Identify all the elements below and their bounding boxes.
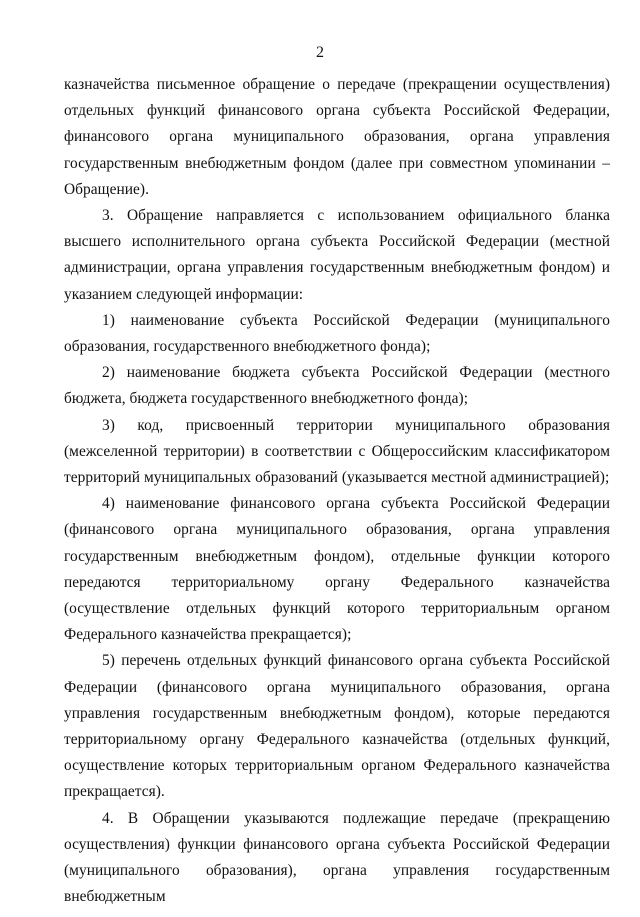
paragraph-item-3: 3. Обращение направляется с использованием официального бланка высшего исполнительного органа субъекта Российской Федерации (местной администрации, органа управления государственным внебюджетным фондом) и указанием следующей информации:: [64, 207, 610, 303]
document-body: [64, 72, 610, 911]
paragraph-item-4: 4. В Обращении указываются подлежащие передаче (прекращению осуществления) функции финансового органа субъекта Российской Федерации (муниципального образования), органа управления государственным внебюджетным: [64, 809, 610, 906]
paragraph-continuation: казначейства письменное обращение о передаче (прекращении осуществления) отдельных функций финансового органа субъекта Российской Федерации, финансового органа муниципального образования, органа управления государственным внебюджетным фондом (далее при совместном упоминании – Обращение).: [64, 76, 610, 198]
list-item-1: 1) наименование субъекта Российской Федерации (муниципального образования, государственного внебюджетного фонда);: [64, 311, 610, 356]
list-item-4: 4) наименование финансового органа субъекта Российской Федерации (финансового органа муниципального образования, органа управления государственным внебюджетным фондом), отдельные функции которого передаются территориальному органу Федерального казначейства (осуществление отдельных функций которого территориальным органом Федерального казначейства прекращается);: [64, 495, 610, 644]
page-number: 2: [316, 44, 324, 61]
list-item-2: 2) наименование бюджета субъекта Российской Федерации (местного бюджета, бюджета государственного внебюджетного фонда);: [64, 364, 610, 408]
list-item-5: 5) перечень отдельных функций финансового органа субъекта Российской Федерации (финансового органа муниципального образования, органа управления государственным внебюджетным фондом), которые передаются территориальному органу Федерального казначейства (отдельных функций, осуществление которых территориальным органом Федерального казначейства прекращается).: [64, 652, 610, 801]
list-item-3: 3) код, присвоенный территории муниципального образования (межселенной территории) в соответствии с Общероссийским классификатором территорий муниципальных образований (указывается местной администрацией);: [64, 416, 610, 487]
